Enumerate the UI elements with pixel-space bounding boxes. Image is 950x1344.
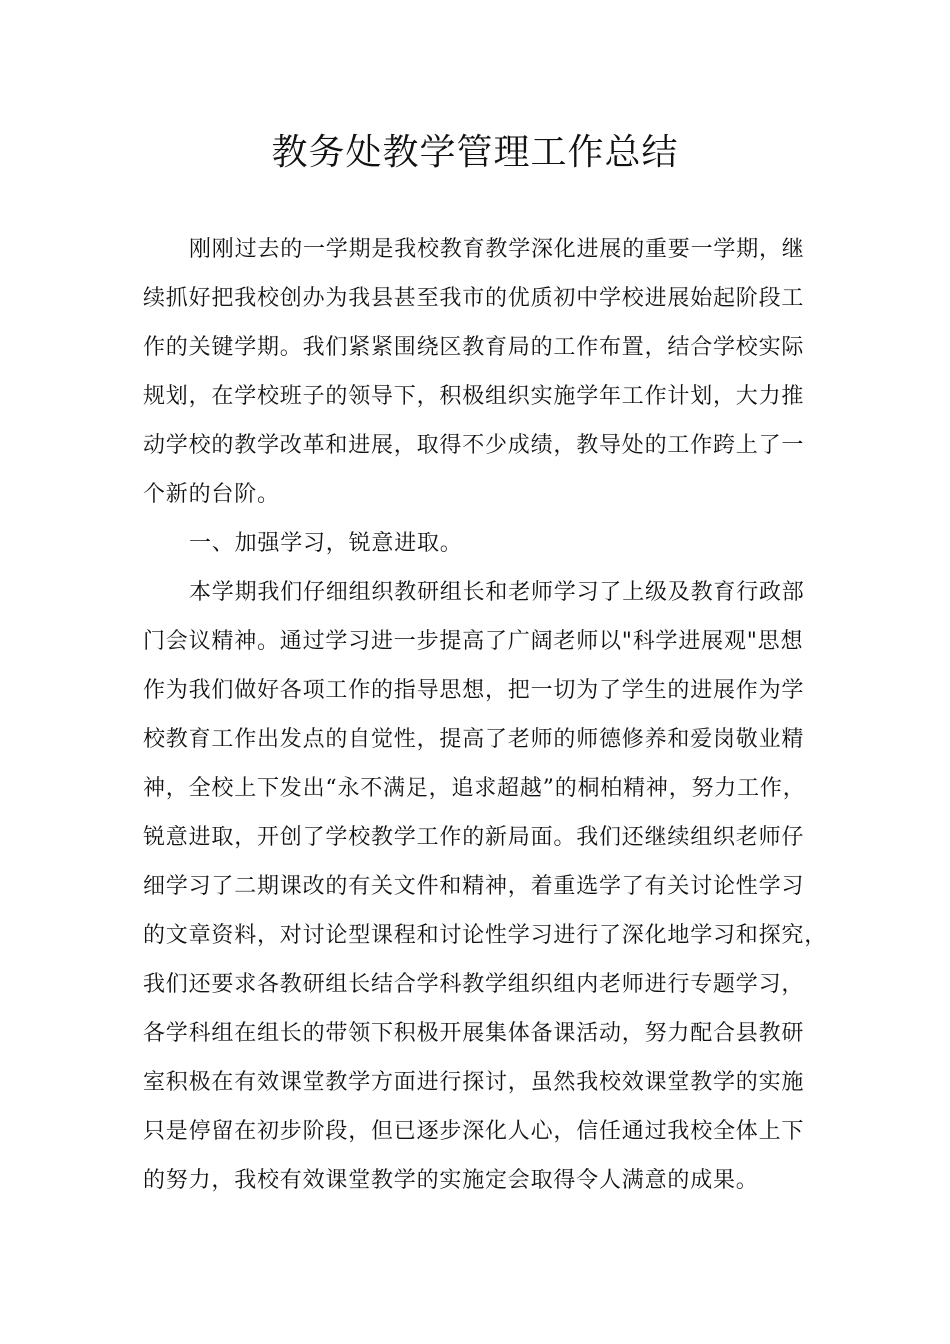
text-line: 室积极在有效课堂教学方面进行探讨，虽然我校效课堂教学的实施 <box>143 1070 805 1095</box>
text-line: 一、加强学习，锐意进取。 <box>189 531 463 556</box>
text-line: 作为我们做好各项工作的指导思想，把一切为了学生的进展作为学 <box>143 678 805 703</box>
text-line: 锐意进取，开创了学校教学工作的新局面。我们还继续组织老师仔 <box>143 825 805 850</box>
text-line: 各学科组在组长的带领下积极开展集体备课活动，努力配合县教研 <box>143 1021 805 1046</box>
text-line: 作的关键学期。我们紧紧围绕区教育局的工作布置，结合学校实际 <box>143 335 805 360</box>
text-line: 门会议精神。通过学习进一步提高了广阔老师以"科学进展观"思想 <box>143 629 804 654</box>
text-line: 动学校的教学改革和进展，取得不少成绩，教导处的工作跨上了一 <box>143 433 805 458</box>
document-title: 教务处教学管理工作总结 <box>271 132 679 173</box>
text-line: 刚刚过去的一学期是我校教育教学深化进展的重要一学期，继 <box>189 237 805 262</box>
text-line: 的文章资料，对讨论型课程和讨论性学习进行了深化地学习和探究， <box>143 923 828 948</box>
text-line: 本学期我们仔细组织教研组长和老师学习了上级及教育行政部 <box>189 580 805 605</box>
text-line: 规划，在学校班子的领导下，积极组织实施学年工作计划，大力推 <box>143 384 805 409</box>
text-line: 我们还要求各教研组长结合学科教学组织组内老师进行专题学习， <box>143 972 805 997</box>
text-line: 只是停留在初步阶段，但已逐步深化人心，信任通过我校全体上下 <box>143 1119 805 1144</box>
document-body <box>143 232 828 1212</box>
text-line: 的努力，我校有效课堂教学的实施定会取得令人满意的成果。 <box>143 1168 759 1193</box>
text-line: 细学习了二期课改的有关文件和精神，着重选学了有关讨论性学习 <box>143 874 805 899</box>
text-line: 个新的台阶。 <box>143 482 280 507</box>
text-line: 续抓好把我校创办为我县甚至我市的优质初中学校进展始起阶段工 <box>143 286 805 311</box>
text-line: 校教育工作出发点的自觉性，提高了老师的师德修养和爱岗敬业精 <box>143 727 805 752</box>
text-line: 神，全校上下发出“永不满足，追求超越”的桐柏精神，努力工作， <box>143 776 806 801</box>
